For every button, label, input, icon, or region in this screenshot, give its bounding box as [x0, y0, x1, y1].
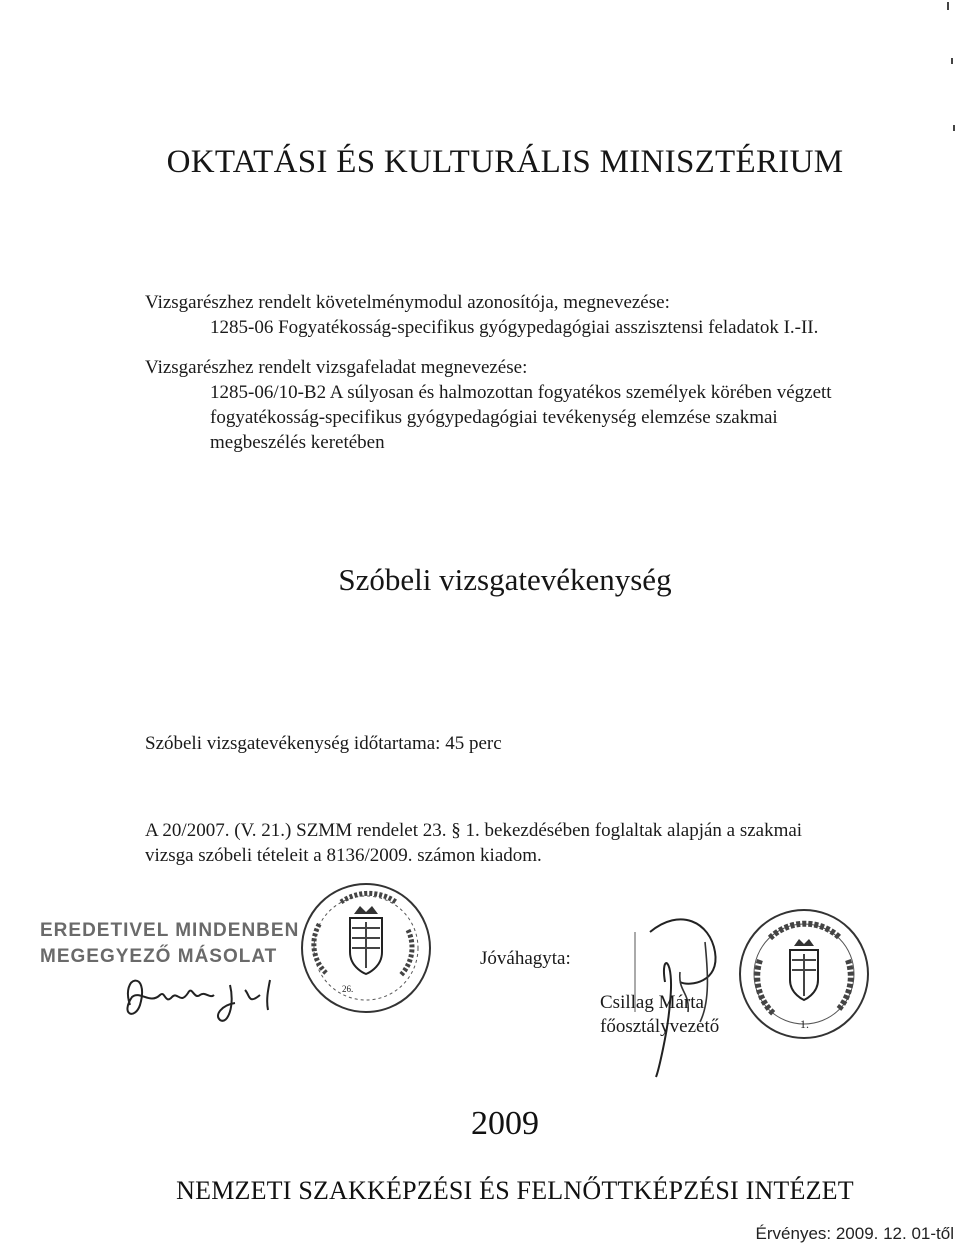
- exam-title: Szóbeli vizsgatevékenység: [338, 562, 672, 597]
- copy-stamp-line: EREDETIVEL MINDENBEN: [40, 920, 300, 941]
- seal-number: 1.: [800, 1017, 809, 1031]
- seal-number: 26.: [342, 984, 354, 994]
- copy-stamp: [40, 918, 299, 970]
- task-line: megbeszélés keretében: [210, 432, 385, 453]
- copy-stamp-line: MEGEGYEZŐ MÁSOLAT: [40, 946, 278, 967]
- approved-label: Jóváhagyta:: [480, 948, 571, 969]
- valid-from: Érvényes: 2009. 12. 01-től: [755, 1224, 954, 1243]
- ministry-heading: OKTATÁSI ÉS KULTURÁLIS MINISZTÉRIUM: [166, 144, 844, 180]
- round-seal-left: [296, 878, 436, 1018]
- module-label: Vizsgarészhez rendelt követelménymodul azonosítója, megnevezése:: [145, 292, 670, 313]
- signer-name: Csillag Márta: [600, 992, 704, 1013]
- signer-title: főosztályvezető: [600, 1016, 720, 1037]
- decree-line: A 20/2007. (V. 21.) SZMM rendelet 23. § 1. bekezdésében foglaltak alapján a szakmai: [145, 820, 803, 841]
- year: 2009: [471, 1105, 539, 1142]
- scan-mark: [951, 58, 953, 64]
- handwritten-signature: [110, 965, 290, 1035]
- scan-mark: [953, 125, 955, 131]
- task-line: 1285-06/10-B2 A súlyosan és halmozottan fogyatékos személyek körében végzett: [210, 382, 832, 403]
- scan-mark: [947, 2, 949, 10]
- module-value: 1285-06 Fogyatékosság-specifikus gyógypedagógiai asszisztensi feladatok I.-II.: [210, 317, 819, 338]
- task-label: Vizsgarészhez rendelt vizsgafeladat megnevezése:: [145, 357, 528, 378]
- task-line: fogyatékosság-specifikus gyógypedagógiai tevékenység elemzése szakmai: [210, 407, 778, 428]
- institute-name: NEMZETI SZAKKÉPZÉSI ÉS FELNŐTTKÉPZÉSI INTÉZET: [176, 1176, 854, 1205]
- decree-line: vizsga szóbeli tételeit a 8136/2009. számon kiadom.: [145, 845, 542, 866]
- exam-duration: Szóbeli vizsgatevékenység időtartama: 45 perc: [145, 733, 502, 754]
- round-seal-right: [734, 904, 874, 1044]
